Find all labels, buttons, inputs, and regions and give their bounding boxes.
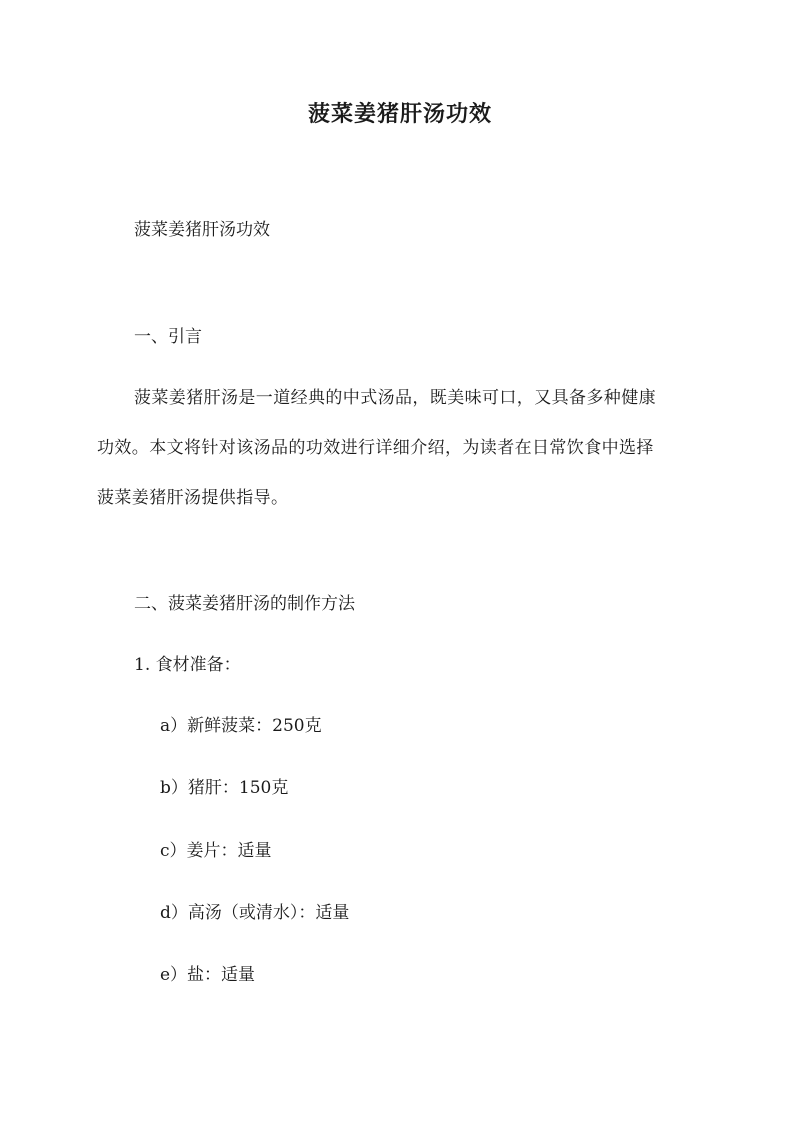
ingredient-item-pork-liver: b）猪肝：150克 (160, 778, 289, 798)
section-heading-intro: 一、引言 (134, 327, 202, 347)
document-subtitle: 菠菜姜猪肝汤功效 (134, 220, 270, 240)
intro-paragraph-line-1: 菠菜姜猪肝汤是一道经典的中式汤品，既美味可口，又具备多种健康 (134, 388, 656, 408)
ingredient-item-ginger: c）姜片：适量 (160, 841, 272, 861)
ingredient-item-salt: e）盐：适量 (160, 965, 256, 985)
ingredient-item-spinach: a）新鲜菠菜：250克 (160, 716, 322, 736)
section-heading-method: 二、菠菜姜猪肝汤的制作方法 (134, 594, 355, 614)
intro-paragraph-line-3: 菠菜姜猪肝汤提供指导。 (97, 488, 289, 508)
intro-paragraph-line-2: 功效。本文将针对该汤品的功效进行详细介绍，为读者在日常饮食中选择 (97, 438, 654, 458)
document-title: 菠菜姜猪肝汤功效 (307, 101, 492, 127)
subheading-ingredients: 1. 食材准备： (134, 655, 241, 675)
ingredient-item-broth: d）高汤（或清水）：适量 (160, 903, 350, 923)
